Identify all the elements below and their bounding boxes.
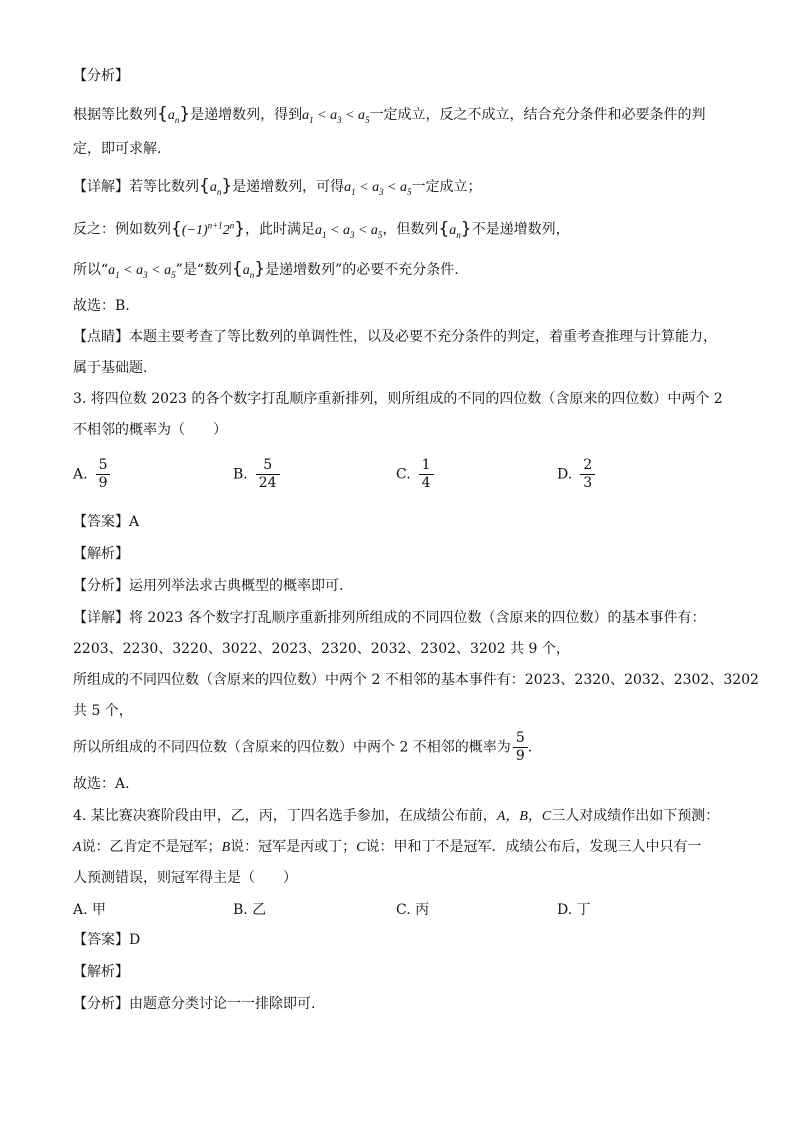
q3-option-b: B. $\frac{5}{24}$	[233, 457, 280, 492]
math-ineq: $a_1 < a_3 < a_5$	[302, 108, 370, 125]
q2-converse-line: 反之：例如数列$\{(-1)^{n+1}2^n\}$，此时满足$a_1 < a_3 < a_5$，但数列$\{a_n\}$不是递增数列，	[73, 218, 570, 240]
math-example-seq: $\{(-1)^{n+1}2^n\}$	[171, 218, 246, 239]
q3-detail-line4: 共 5 个，	[73, 703, 133, 719]
q2-detail-line: 【详解】若等比数列$\{a_n\}$是递增数列，可得$a_1 < a_3 < a_5$一定成立；	[73, 176, 482, 197]
q3-option-d: D. $\frac{2}{3}$	[557, 457, 595, 492]
q3-analysis: 【分析】运用列举法求古典概型的概率即可.	[73, 578, 344, 594]
q4-stem-line2: A说：乙肯定不是冠军；B说：冠军是丙或丁；C说：甲和丁不是冠军．成绩公布后，发现三人中只有一	[73, 839, 702, 855]
math-seq-an: $\{a_n\}$	[157, 104, 191, 125]
q4-jiexi-heading: 【解析】	[73, 964, 129, 980]
fraction: $\frac{1}{4}$	[419, 457, 434, 492]
fraction: $\frac{5}{24}$	[256, 457, 280, 492]
q3-jiexi-heading: 【解析】	[73, 546, 129, 562]
q4-analysis: 【分析】由题意分类讨论一一排除即可.	[73, 996, 316, 1012]
q4-stem-line1: 4. 某比赛决赛阶段由甲，乙，丙，丁四名选手参加，在成绩公布前，A，B，C三人对成绩作出如下预测：	[73, 808, 720, 824]
fraction: $\frac{2}{3}$	[580, 457, 595, 492]
q3-stem-line1: 3. 将四位数 2023 的各个数字打乱顺序重新排列，则所组成的不同的四位数（含原来的四位数）中两个 2	[73, 391, 723, 407]
q2-remark-line2: 属于基础题.	[73, 360, 148, 376]
q3-option-c: C. $\frac{1}{4}$	[396, 457, 434, 492]
q3-choice: 故选：A.	[73, 776, 130, 792]
analysis-tag: 【分析】	[73, 68, 129, 84]
q4-option-d: D. 丁	[557, 902, 591, 918]
q3-option-a: A. $\frac{5}{9}$	[73, 457, 110, 492]
q3-detail-line1: 【详解】将 2023 各个数字打乱顺序重新排列所组成的不同四位数（含原来的四位数）的基本事件有：	[73, 610, 706, 626]
q3-detail-line2: 2203、2230、3220、3022、2023、2320、2032、2302、3202 共 9 个，	[73, 641, 570, 657]
q4-answer: 【答案】D	[73, 932, 141, 948]
q4-option-b: B. 乙	[233, 902, 267, 918]
q2-conclusion-line: 所以“$a_1 < a_3 < a_5$”是“数列$\{a_n\}$是递增数列”的必要不充分条件.	[73, 259, 459, 280]
q3-detail-line5: 所以所组成的不同四位数（含原来的四位数）中两个 2 不相邻的概率为 $\frac{5}{9}$ .	[73, 730, 533, 764]
q3-answer: 【答案】A	[73, 514, 140, 530]
q2-remark-line1: 【点睛】本题主要考查了等比数列的单调性性，以及必要不充分条件的判定，着重考查推理与计算能力，	[73, 329, 717, 345]
q2-analysis-line2: 定，即可求解.	[73, 141, 162, 157]
q4-option-c: C. 丙	[396, 902, 430, 918]
fraction: $\frac{5}{9}$	[513, 730, 528, 765]
q4-stem-line3: 人预测错误，则冠军得主是（ ）	[73, 870, 297, 886]
section-heading-analysis	[73, 66, 129, 86]
q2-choice: 故选：B.	[73, 298, 130, 314]
q4-option-a: A. 甲	[73, 902, 107, 918]
q3-stem-line2: 不相邻的概率为（ ）	[73, 422, 227, 438]
q3-detail-line3: 所组成的不同四位数（含原来的四位数）中两个 2 不相邻的基本事件有：2023、2320、2032、2302、3202	[73, 672, 759, 688]
q2-analysis-line1: 根据等比数列$\{a_n\}$是递增数列，得到$a_1 < a_3 < a_5$一定成立，反之不成立，结合充分条件和必要条件的判	[73, 104, 706, 125]
fraction: $\frac{5}{9}$	[96, 457, 111, 492]
